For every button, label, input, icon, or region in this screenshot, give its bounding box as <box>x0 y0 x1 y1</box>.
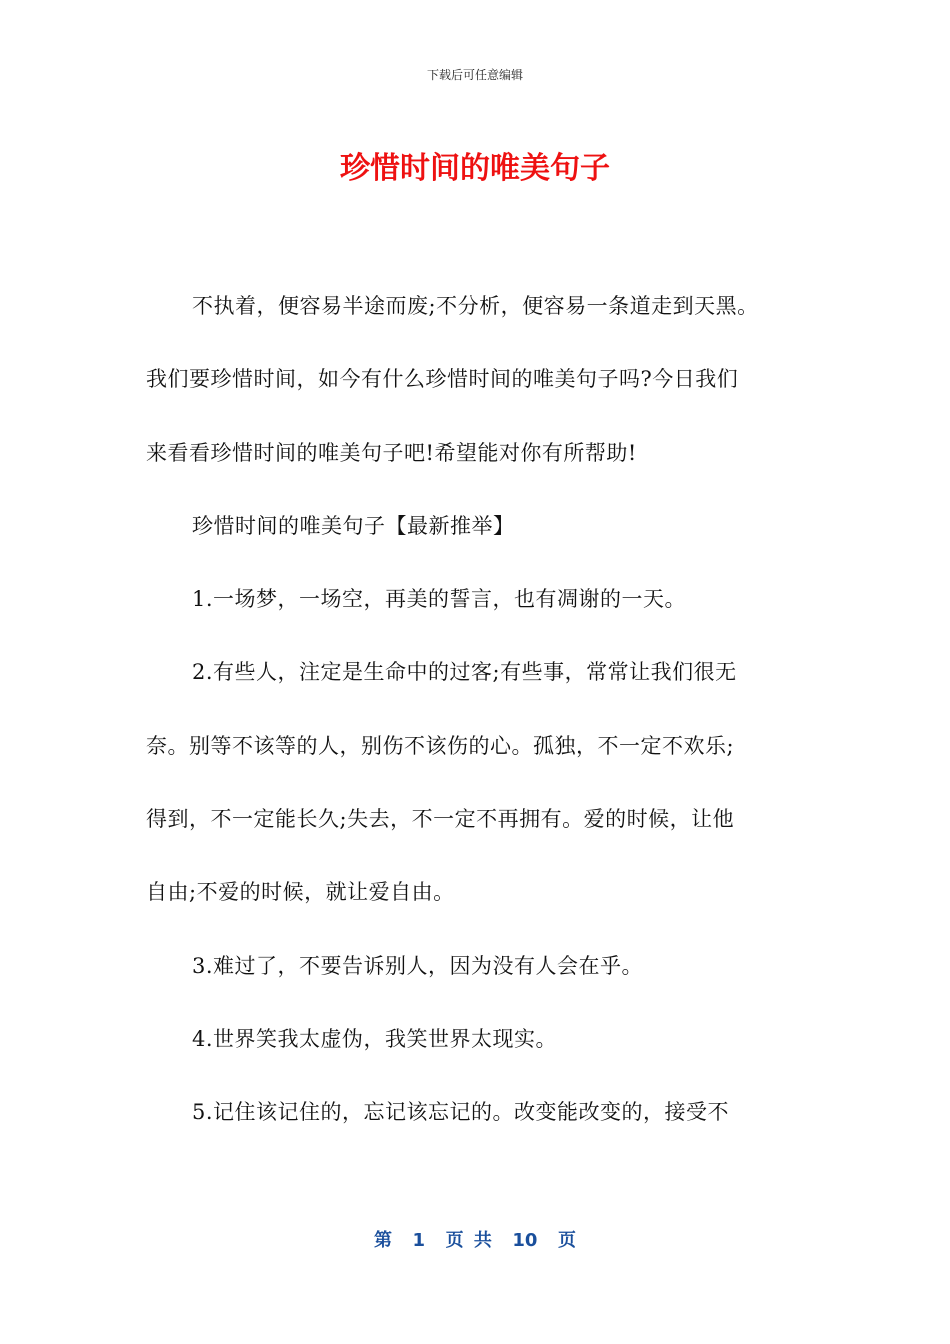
header-note: 下载后可任意编辑 <box>426 68 523 82</box>
list-item: 1.一场梦，一场空，再美的誓言，也有凋谢的一天。 <box>192 587 687 612</box>
page-footer <box>0 1226 950 1252</box>
list-item: 2.有些人，注定是生命中的过客;有些事，常常让我们很无 <box>192 660 737 685</box>
paragraph-line: 得到，不一定能长久;失去，不一定不再拥有。爱的时候，让他 <box>146 807 735 832</box>
page-number: 第 1 页 共 10 页 <box>374 1230 576 1251</box>
paragraph-line: 来看看珍惜时间的唯美句子吧!希望能对你有所帮助! <box>146 440 637 465</box>
paragraph-line: 自由;不爱的时候，就让爱自由。 <box>146 880 455 905</box>
document-body <box>146 270 811 1150</box>
paragraph-line: 我们要珍惜时间，如今有什么珍惜时间的唯美句子吗?今日我们 <box>146 367 739 392</box>
list-item: 5.记住该记住的，忘记该忘记的。改变能改变的，接受不 <box>192 1100 730 1125</box>
section-heading: 珍惜时间的唯美句子【最新推举】 <box>192 513 515 538</box>
paragraph-line: 不执着，便容易半途而废;不分析，便容易一条道走到天黑。 <box>192 294 759 318</box>
paragraph-line: 奈。别等不该等的人，别伤不该伤的心。孤独，不一定不欢乐; <box>146 733 735 758</box>
document-title: 珍惜时间的唯美句子 <box>340 151 610 186</box>
list-item: 4.世界笑我太虚伪，我笑世界太现实。 <box>192 1026 558 1051</box>
list-item: 3.难过了，不要告诉别人，因为没有人会在乎。 <box>192 953 644 978</box>
